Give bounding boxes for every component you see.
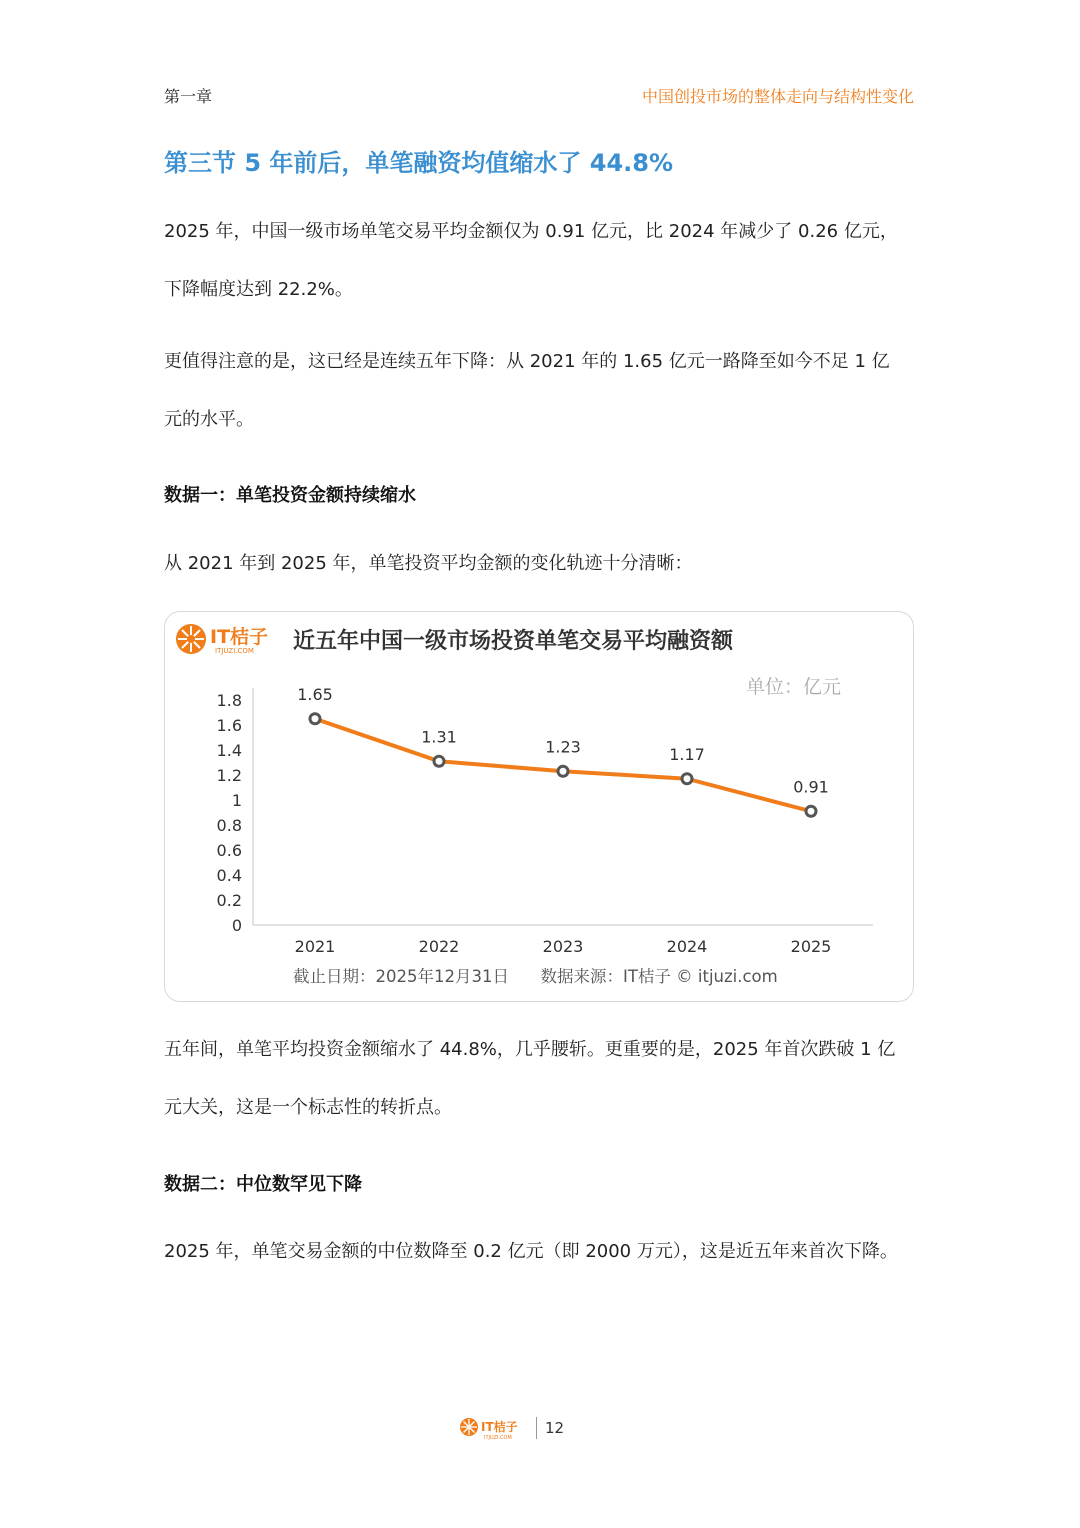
logo-site: ITJUZI.COM — [215, 647, 254, 655]
paragraph-5 — [164, 1223, 934, 1281]
data-point — [434, 756, 444, 766]
itjuzi-logo — [176, 624, 268, 655]
y-tick-label: 0.6 — [216, 841, 242, 860]
paragraph-4-line-1: 五年间，单笔平均投资金额缩水了 44.8%，几乎腰斩。更重要的是，2025 年首次跌破 1 亿 — [164, 1039, 896, 1060]
data-label: 1.65 — [297, 684, 333, 704]
logo-brand: IT桔子 — [210, 626, 269, 648]
x-tick-label: 2025 — [790, 937, 832, 956]
y-tick-label: 1.4 — [216, 741, 242, 760]
y-tick-label: 1 — [231, 791, 242, 810]
page-number: 12 — [545, 1419, 565, 1437]
subheading-data-1: 数据一：单笔投资金额持续缩水 — [164, 485, 416, 506]
chart-title: 近五年中国一级市场投资单笔交易平均融资额 — [293, 629, 734, 654]
y-tick-label: 0.8 — [216, 816, 242, 835]
paragraph-5-line-1: 2025 年，单笔交易金额的中位数降至 0.2 亿元（即 2000 万元），这是近五年来首次下降。 — [164, 1241, 898, 1262]
paragraph-3 — [164, 535, 924, 593]
chart-footnote: 截止日期：2025年12月31日 数据来源：IT桔子 © itjuzi.com — [293, 967, 778, 986]
footer-brand: IT桔子 — [481, 1420, 518, 1434]
line-chart — [165, 612, 913, 1001]
data-label: 1.31 — [421, 727, 457, 747]
subheading-data-2: 数据二：中位数罕见下降 — [164, 1174, 362, 1195]
footer-site: ITJUZI.COM — [484, 1435, 512, 1441]
data-markers — [310, 714, 816, 817]
y-tick-labels — [217, 691, 242, 935]
paragraph-1 — [164, 203, 924, 319]
y-tick-label: 0.4 — [216, 866, 242, 885]
chart-card — [164, 611, 914, 1002]
data-point — [310, 714, 320, 724]
data-point — [558, 766, 568, 776]
y-tick-label: 0 — [231, 916, 242, 935]
y-tick-label: 0.2 — [216, 891, 242, 910]
x-tick-labels — [295, 937, 832, 956]
x-tick-label: 2024 — [666, 937, 708, 956]
paragraph-2 — [164, 333, 924, 449]
section-title: 第三节 5 年前后，单笔融资均值缩水了 44.8% — [164, 149, 674, 177]
paragraph-2-line-2: 元的水平。 — [164, 409, 254, 430]
paragraph-3-line-1: 从 2021 年到 2025 年，单笔投资平均金额的变化轨迹十分清晰： — [164, 553, 693, 574]
data-point — [682, 774, 692, 784]
chart-unit: 单位：亿元 — [745, 676, 841, 698]
x-tick-label: 2021 — [294, 937, 336, 956]
x-tick-label: 2023 — [542, 937, 584, 956]
paragraph-1-line-1: 2025 年，中国一级市场单笔交易平均金额仅为 0.91 亿元，比 2024 年减少了 0.26 亿元， — [164, 221, 898, 242]
paragraph-1-line-2: 下降幅度达到 22.2%。 — [164, 279, 353, 300]
page-footer — [458, 1415, 564, 1441]
data-label: 1.23 — [545, 737, 581, 757]
paragraph-4 — [164, 1021, 924, 1137]
chapter-label: 第一章 — [164, 87, 213, 106]
paragraph-4-line-2: 元大关，这是一个标志性的转折点。 — [164, 1097, 452, 1118]
y-tick-label: 1.2 — [216, 766, 242, 785]
x-tick-label: 2022 — [418, 937, 460, 956]
data-point — [806, 806, 816, 816]
running-title: 中国创投市场的整体走向与结构性变化 — [641, 87, 914, 106]
footer-logo — [458, 1415, 530, 1441]
y-tick-label: 1.8 — [216, 691, 242, 710]
paragraph-2-line-1: 更值得注意的是，这已经是连续五年下降：从 2021 年的 1.65 亿元一路降至如今不足 1 亿 — [164, 351, 890, 372]
y-tick-label: 1.6 — [216, 716, 242, 735]
footer-divider — [536, 1417, 537, 1439]
data-label: 0.91 — [793, 777, 829, 797]
data-label: 1.17 — [669, 744, 705, 764]
